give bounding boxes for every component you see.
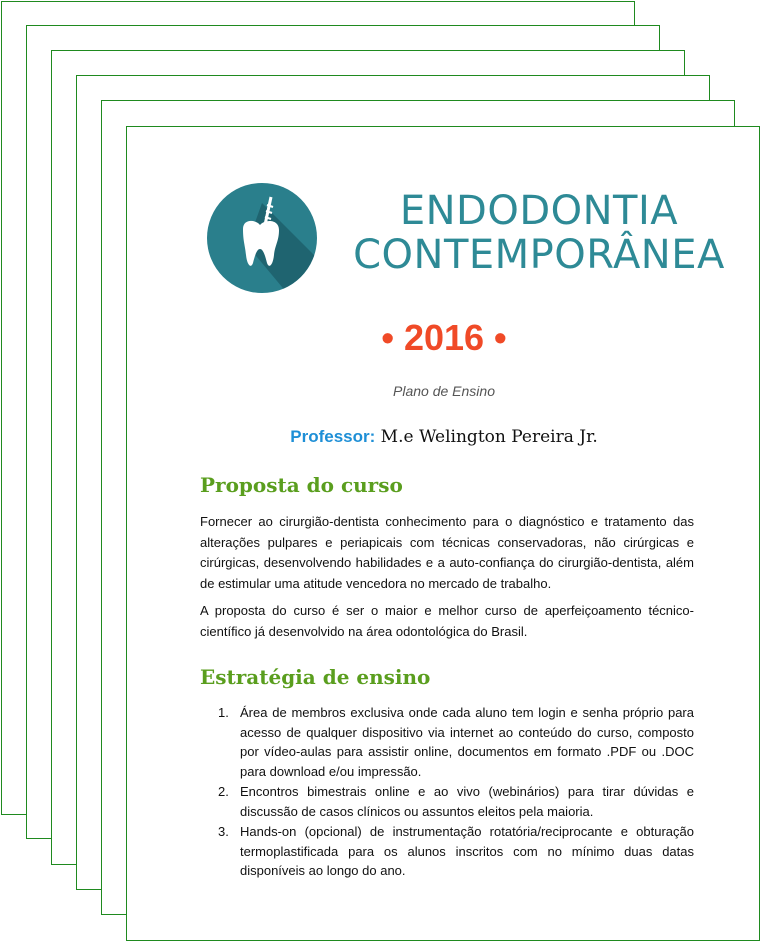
list-item-text: Hands-on (opcional) de instrumentação rotatória/reciprocante e obturação termoplastificada para os alunos inscritos com no mínimo duas datas disponíveis ao longo do ano.	[240, 824, 694, 878]
logo-wordmark	[319, 189, 759, 277]
section-heading-estrategia: Estratégia de ensino	[200, 665, 431, 689]
list-item-text: Área de membros exclusiva onde cada aluno tem login e senha próprio para acesso de qualquer dispositivo via internet ao conteúdo do curso, composto por vídeo-aulas para assistir online, documentos em formato .PDF ou .DOC para download e/ou impressão.	[240, 705, 694, 779]
logo-line-1: ENDODONTIA	[399, 188, 679, 234]
professor-label: Professor:	[290, 427, 376, 446]
section-heading-proposta: Proposta do curso	[200, 473, 403, 497]
list-item	[200, 703, 694, 781]
professor-name: M.e Welington Pereira Jr.	[375, 427, 598, 447]
list-item-text: Encontros bimestrais online e ao vivo (webinários) para tirar dúvidas e discussão de casos clínicos ou assuntos eleitos pela maioria.	[240, 784, 694, 819]
list-item-number: 2.	[218, 784, 229, 799]
list-item-number: 1.	[218, 705, 229, 720]
year-title: • 2016 •	[381, 317, 507, 358]
list-item-number: 3.	[218, 824, 229, 839]
logo-line-2: CONTEMPORÂNEA	[353, 232, 725, 278]
proposta-paragraph-2: A proposta do curso é ser o maior e melhor curso de aperfeiçoamento técnico-científico já desenvolvido na área odontológica do Brasil.	[200, 603, 694, 639]
list-item	[200, 782, 694, 821]
tooth-icon	[207, 183, 317, 293]
document-subtitle: Plano de Ensino	[393, 383, 495, 399]
course-logo	[207, 183, 757, 293]
front-page	[126, 126, 760, 941]
list-item	[200, 822, 694, 881]
estrategia-list	[200, 703, 694, 882]
proposta-paragraph-1: Fornecer ao cirurgião-dentista conhecimento para o diagnóstico e tratamento das alterações pulpares e periapicais com técnicas conservadoras, não cirúrgicas e cirúrgicas, desenvolvendo habilidades e a auto-confiança do cirurgião-dentista, além de estimular uma atitude vencedora no mercado de trabalho.	[200, 514, 694, 591]
professor-line	[127, 427, 761, 447]
